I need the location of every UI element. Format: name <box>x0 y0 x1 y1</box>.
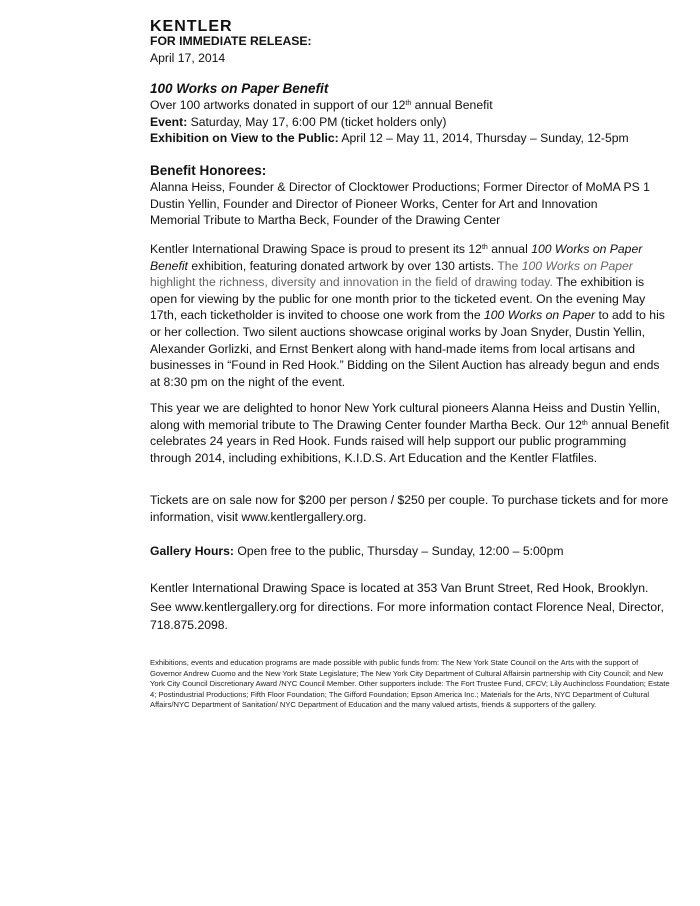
event-date-line: Event: Saturday, May 17, 6:00 PM (ticket holders only) <box>150 114 447 129</box>
exhibition-line: Exhibition on View to the Public: April 12 – May 11, 2014, Thursday – Sunday, 12-5pm <box>150 131 629 146</box>
event-section <box>150 80 670 147</box>
intro-paragraph: Kentler International Drawing Space is proud to present its 12th annual 100 Works on Paper Benefit exhibition, featuring donated artwork by over 130 artists. The 100 Works on Paper highlight the richness, diversity and innovation in the field of drawing today. The exhibition is open for viewing by the public for one month prior to the ticketed event. On the evening May 17th, each ticketholder is invited to choose one work from the 100 Works on Paper to add to his or her collection. Two silent auctions showcase original works by Joan Snyder, Dustin Yellin, Alexander Gorlizki, and Ernst Benkert along with hand-made items from local artisans and businesses in “Found in Red Hook.” Bidding on the Silent Auction has already begun and ends at 8:30 pm on the night of the event. <box>150 242 665 389</box>
kentler-logo: KENTLER <box>150 18 233 35</box>
honoree-line: Alanna Heiss, Founder & Director of Clocktower Productions; Former Director of MoMA PS 1 <box>150 180 650 194</box>
event-description: Over 100 artworks donated in support of our 12th annual Benefit <box>150 98 493 112</box>
event-title: 100 Works on Paper Benefit <box>150 81 329 96</box>
release-header <box>150 33 670 66</box>
release-date: April 17, 2014 <box>150 50 226 65</box>
honor-paragraph: This year we are delighted to honor New York cultural pioneers Alanna Heiss and Dustin Yellin, along with memorial tribute to The Drawing Center founder Martha Beck. Our 12th annual Benefit celebrates 24 years in Red Hook. Funds raised will help support our public programming through 2014, including exhibitions, K.I.D.S. Art Education and the Kentler Flatfiles. <box>150 401 670 465</box>
honoree-line: Dustin Yellin, Founder and Director of Pioneer Works, Center for Art and Innovation <box>150 196 598 211</box>
honorees-heading: Benefit Honorees: <box>150 163 267 178</box>
honorees-section <box>150 162 670 229</box>
gallery-hours: Gallery Hours: Open free to the public, Thursday – Sunday, 12:00 – 5:00pm <box>150 544 564 558</box>
tickets-paragraph: Tickets are on sale now for $200 per person / $250 per couple. To purchase tickets and for more information, visit www.kentlergallery.org. <box>150 493 669 524</box>
funding-footer: Exhibitions, events and education programs are made possible with public funds from: The New York State Council on the Arts with the support of Governor Andrew Cuomo and the New York State Legislature; The New York City Department of Cultural Affairsin partnership with City Council; and New York City Council Discretionary Award /NYC Council Member. Other supporters include: The Fort Trustee Fund, CFCV; Lily Auchincloss Foundation; Estate 4; Postindustrial Productions; Fifth Floor Foundation; The Gifford Foundation; Epson America Inc.; Materials for the Arts, NYC Department of Cultural Affairs/NYC Department of Sanitation/ NYC Department of Education and the many valued artists, friends & supporters of the gallery. <box>150 658 670 710</box>
location-paragraph: Kentler International Drawing Space is located at 353 Van Brunt Street, Red Hook, Brooklyn. See www.kentlergallery.org for directions. For more information contact Florence Neal, Director, 718.875.2098. <box>150 581 664 632</box>
honoree-line: Memorial Tribute to Martha Beck, Founder of the Drawing Center <box>150 213 501 228</box>
release-label: FOR IMMEDIATE RELEASE: <box>150 34 312 48</box>
